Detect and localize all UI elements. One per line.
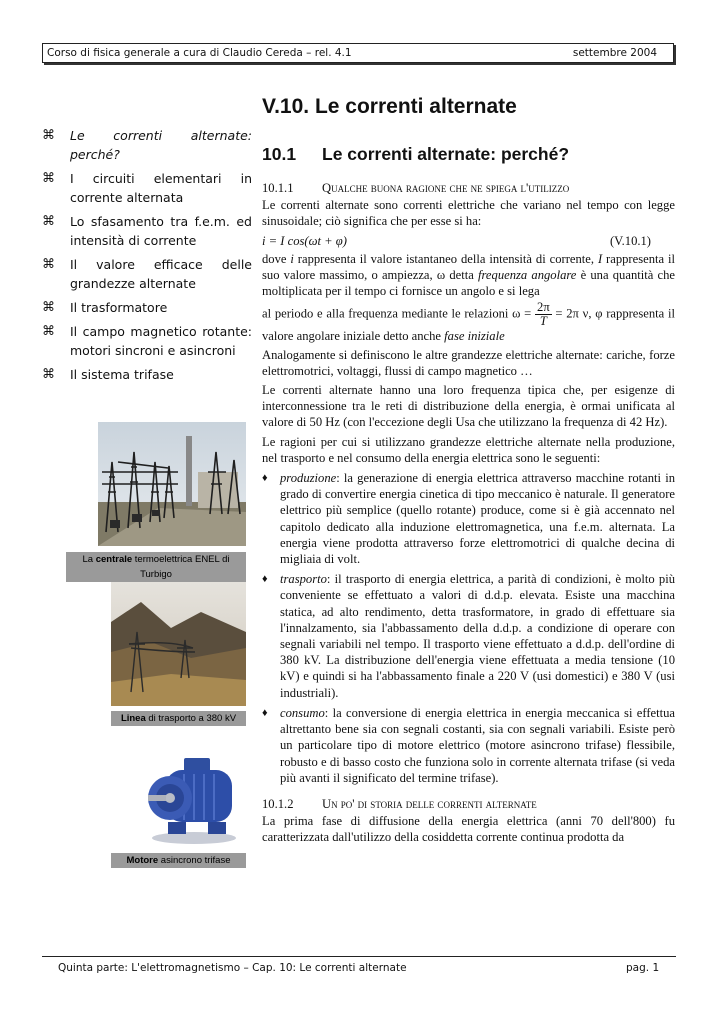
toc-item: ⌘ Il campo magnetico rotante: motori sincroni e asincroni (42, 324, 252, 358)
fraction: $\frac{2\pi}{T}$ (537, 300, 550, 329)
photo-caption: Motore asincrono trifase (111, 853, 246, 868)
section-title: 10.1 Le correnti alternate: perché? (262, 144, 570, 164)
command-icon: ⌘ (42, 214, 55, 229)
list-item: ♦ trasporto: il trasporto di energia elettrica, a parità di condizioni, è molto più conveniente se effettuato a valori di d.d.p. elevata. Esiste una macchina statica, ad alto rendimento, detta trasformatore, in grado di effettuare sia l'innalzamento, sia l'abbassamento della d.d.p. a condizione di operare con segnali variabili nel tempo. Il trasporto viene effettuato a d.d.p. dell'ordine di 380 kV. La distribuzione dell'energia viene effettuata a media tensione (10 kV) e quindi si ha l'abbassamento finale a 220 V (usi domestici) e 380 V (usi industriali). (262, 572, 675, 700)
command-icon: ⌘ (42, 171, 55, 186)
command-icon: ⌘ (42, 257, 55, 272)
command-icon: ⌘ (42, 324, 55, 339)
subsection-title: 10.1.2 Un po' di storia delle correnti alternate (262, 796, 537, 811)
photo-caption: La centrale termoelettrica ENEL di Turbigo (66, 552, 246, 582)
list-item: ♦ produzione: la generazione di energia elettrica attraverso macchine rotanti in grado di convertire energia cinetica di tipo meccanico è naturale. Il generatore elettrico più semplice (quello rotante) produce, come si è già accennato nel capitolo dedicato alla induzione elettromagnetica, una f.e.m. alternata. La energia viene prodotta attraverso forze elettromotrici di qualche decina di migliaia di volt. (262, 471, 675, 567)
paragraph: Le correnti alternate sono correnti elettriche che variano nel tempo con legge sinusoidale; ciò significa che per esse si ha: (262, 198, 675, 229)
motor-photo (144, 752, 246, 846)
toc-item: ⌘ Lo sfasamento tra f.e.m. ed intensità di corrente (42, 214, 252, 248)
equation: i = I cos(ωt + φ) (V.10.1) (262, 233, 651, 248)
paragraph: Le correnti alternate hanno una loro frequenza tipica che, per esigenze di interconnessione tra le reti di distribuzione della energia, è ormai unificata al valore di 50 Hz (con l'eccezione degli Usa che utilizzano la frequenza di 42 Hz). (262, 383, 675, 430)
chapter-title: V.10. Le correnti alternate (262, 95, 517, 118)
footer-part-title: Quinta parte: L'elettromagnetismo – Cap. 10: Le correnti alternate (58, 962, 407, 974)
subsection-title: 10.1.1 Qualche buona ragione che ne spiega l'utilizzo (262, 181, 570, 195)
paragraph: dove i rappresenta il valore istantaneo della intensità di corrente, I rappresenta il suo valore massimo, o ampiezza, ω detta frequenza angolare è una quantità che moltiplicata per il tempo ci fornisce un angolo e si lega (262, 251, 675, 299)
toc-item: ⌘ Le correnti alternate: perché? (42, 128, 252, 162)
footer-rule (42, 956, 676, 957)
diamond-bullet-icon: ♦ (262, 706, 268, 719)
command-icon: ⌘ (42, 128, 55, 143)
command-icon: ⌘ (42, 367, 55, 382)
header-course-title: Corso di fisica generale a cura di Claudio Cereda – rel. 4.1 (47, 47, 352, 59)
list-item: ♦ consumo: la conversione di energia elettrica in energia meccanica si effettua altrettanto bene sia con segnali costanti, sia con segnali variabili. Esiste però un particolare tipo di motore elettrico (motore asincrono trifase) flessibile, robusto e di basso costo che funziona solo in corrente alternata trifase (si veda più avanti il significato del termine trifase). (262, 705, 675, 785)
chapter-contents-list (42, 126, 252, 389)
paragraph: al periodo e alla frequenza mediante le relazioni ω = $\frac{2\pi}{T}$ = 2π ν, φ rappresenta il valore angolare iniziale detto anche fase iniziale (262, 300, 676, 344)
diamond-bullet-icon: ♦ (262, 472, 268, 485)
toc-item: ⌘ I circuiti elementari in corrente alternata (42, 171, 252, 205)
toc-item: ⌘ Il trasformatore (42, 300, 168, 315)
paragraph: La prima fase di diffusione della energia elettrica (anni 70 dell'800) fu caratterizzata dall'utilizzo della cosiddetta corrente continua prodotta da (262, 814, 675, 845)
diamond-bullet-icon: ♦ (262, 573, 268, 586)
header-date: settembre 2004 (572, 47, 657, 59)
main-text (262, 180, 675, 846)
paragraph: Analogamente si definiscono le altre grandezze elettriche alternate: cariche, forze elettromotrici, voltaggi, flussi di campo magnetico … (262, 347, 675, 378)
page-number: pag. 1 (626, 962, 660, 974)
toc-item: ⌘ Il sistema trifase (42, 367, 174, 382)
command-icon: ⌘ (42, 300, 55, 315)
power-plant-photo (98, 422, 246, 546)
transmission-line-photo (111, 582, 246, 706)
running-header (42, 43, 674, 63)
photo-caption: Linea di trasporto a 380 kV (111, 711, 246, 726)
toc-item: ⌘ Il valore efficace delle grandezze alternate (42, 257, 252, 291)
paragraph: Le ragioni per cui si utilizzano grandezze elettriche alternate nella produzione, nel trasporto e nel consumo della energia elettrica sono le seguenti: (262, 434, 675, 465)
